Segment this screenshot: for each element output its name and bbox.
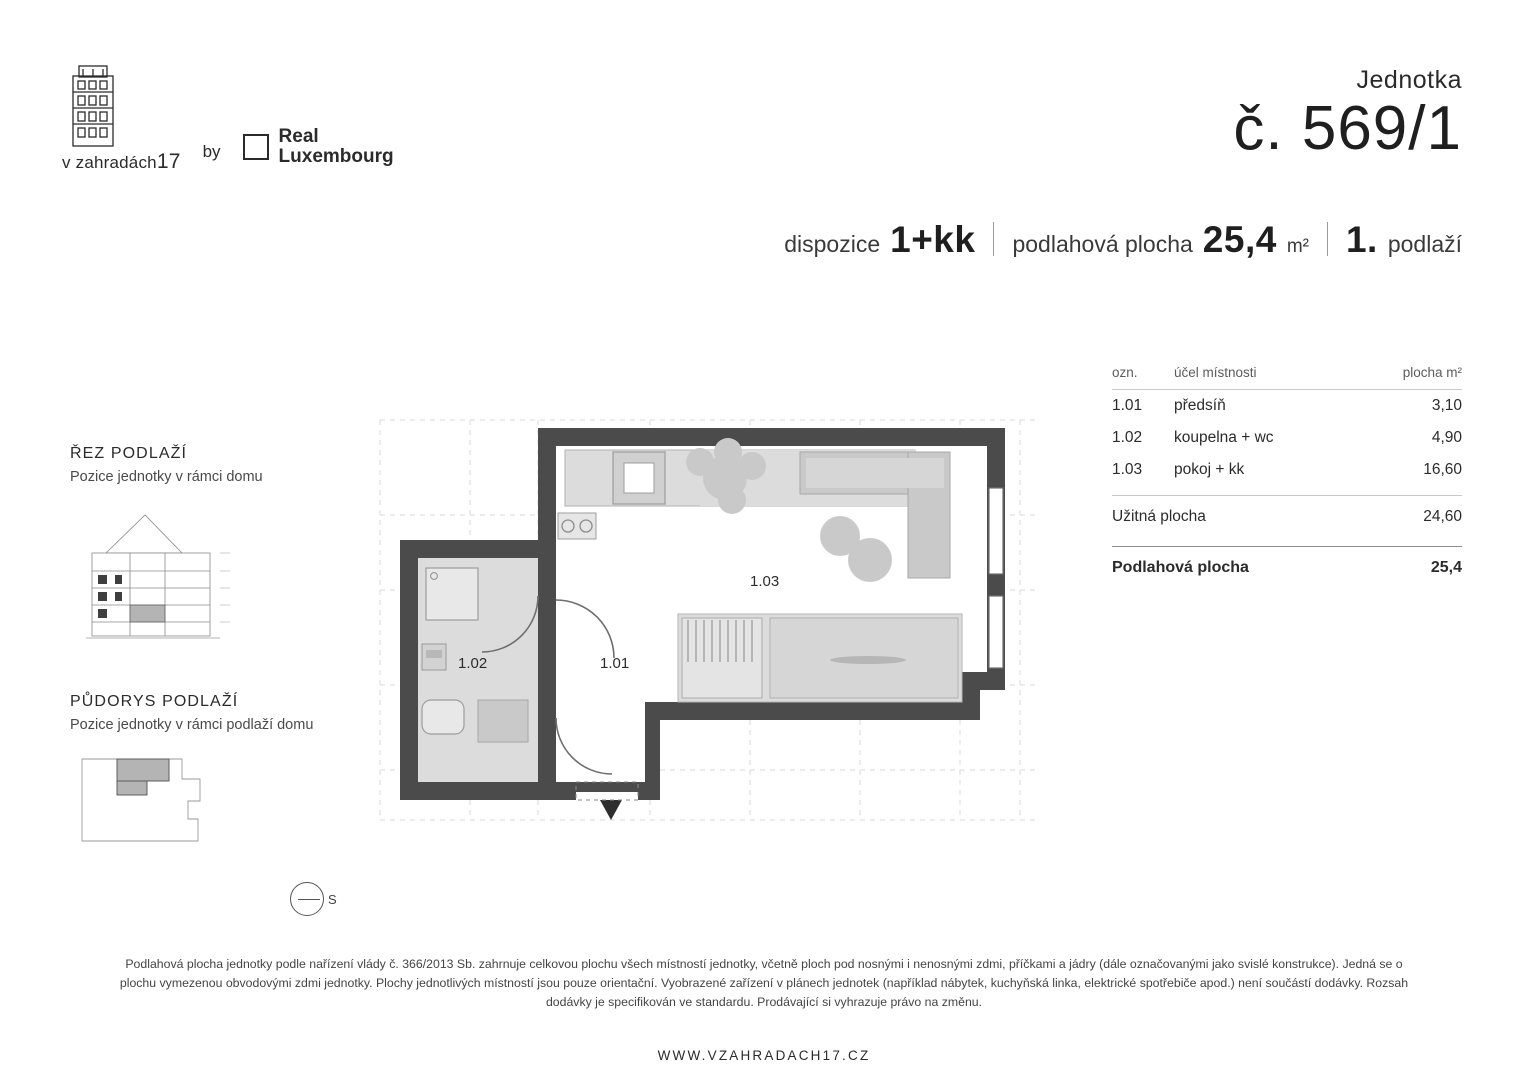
cell-plocha: 3,10 bbox=[1431, 397, 1462, 414]
floor-area-row bbox=[1112, 547, 1462, 588]
spec-divider-2 bbox=[1327, 222, 1328, 256]
floor-overview-thumbnail bbox=[70, 749, 250, 864]
room-table bbox=[1112, 358, 1462, 588]
website-url[interactable]: WWW.VZAHRADACH17.CZ bbox=[657, 1048, 871, 1063]
rug bbox=[830, 656, 906, 664]
room-label-103: 1.03 bbox=[750, 573, 780, 590]
bed bbox=[682, 618, 762, 698]
brand-name-text: v zahradách bbox=[62, 153, 157, 172]
cell-plocha: 4,90 bbox=[1431, 429, 1462, 446]
by-label: by bbox=[202, 142, 221, 161]
cell-ozn: 1.01 bbox=[1112, 397, 1143, 414]
table-header-row bbox=[1112, 358, 1462, 390]
cell-plocha: 16,60 bbox=[1423, 461, 1462, 478]
spec-divider-1 bbox=[993, 222, 994, 256]
usable-area-row bbox=[1112, 496, 1462, 537]
table-row bbox=[1112, 422, 1462, 454]
header-ucel: účel místnosti bbox=[1174, 365, 1257, 380]
floor-area-value: 25,4 bbox=[1430, 559, 1462, 576]
table-row bbox=[1112, 390, 1462, 422]
floor-value: 1. bbox=[1345, 219, 1378, 260]
unit-specs bbox=[0, 218, 1462, 261]
cell-ucel: koupelna + wc bbox=[1174, 429, 1274, 446]
section-sub-pudorys: Pozice jednotky v rámci podlaží domu bbox=[70, 717, 314, 733]
section-title-rez: ŘEZ PODLAŽÍ bbox=[70, 445, 188, 462]
section-title-pudorys: PŮDORYS PODLAŽÍ bbox=[70, 693, 239, 710]
disposition-value: 1+kk bbox=[890, 219, 976, 260]
building-section-thumbnail bbox=[70, 501, 245, 646]
section-building-section bbox=[70, 445, 370, 651]
compass-icon bbox=[290, 882, 324, 916]
area-unit: m² bbox=[1286, 236, 1309, 257]
brand-name bbox=[62, 150, 181, 174]
room-label-102: 1.02 bbox=[458, 655, 488, 672]
brand-header bbox=[62, 62, 394, 174]
section-floor-plan-overview bbox=[70, 693, 370, 869]
square-outline-icon bbox=[243, 134, 269, 160]
floor-label: podlaží bbox=[1387, 231, 1462, 257]
building-icon bbox=[62, 62, 124, 148]
unit-label: Jednotka bbox=[1356, 66, 1462, 94]
compass bbox=[290, 882, 337, 916]
partner-line-2: Luxembourg bbox=[278, 146, 394, 168]
cell-ozn: 1.03 bbox=[1112, 461, 1143, 478]
area-value: 25,4 bbox=[1202, 219, 1277, 260]
floorplan-svg bbox=[360, 400, 1060, 930]
room-label-101: 1.01 bbox=[600, 655, 630, 672]
unit-header bbox=[1233, 66, 1462, 164]
header-ozn: ozn. bbox=[1112, 365, 1138, 380]
side-table bbox=[848, 538, 892, 582]
header-plocha: plocha m² bbox=[1402, 365, 1462, 380]
hob-icon bbox=[558, 513, 596, 539]
brand-name-number: 17 bbox=[156, 150, 181, 173]
brand-logo bbox=[62, 62, 181, 174]
footnote-line-2: plochu vymezenou obvodovými zdmi jednotky. Plochy jednotlivých místností jsou pouze orientační. Vyobrazené zařízení v plánech jednotek (například nábytek, kuchyňská linka, elektrické spotřebiče apod.) není součástí dodávky. Rozsah bbox=[119, 976, 1409, 991]
table-body bbox=[1112, 390, 1462, 486]
footnote-line-3: dodávky je specifikován ve standardu. Prodávající si vyhrazuje právo na změnu. bbox=[545, 995, 983, 1010]
unit-number: č. 569/1 bbox=[1233, 94, 1462, 163]
partner-name bbox=[279, 127, 394, 168]
usable-area-value: 24,60 bbox=[1423, 508, 1462, 525]
partner-line-1: Real bbox=[278, 125, 319, 147]
cell-ucel: pokoj + kk bbox=[1174, 461, 1245, 478]
area-label: podlahová plocha bbox=[1012, 231, 1193, 257]
legal-footnote bbox=[70, 955, 1458, 1012]
left-column bbox=[70, 445, 370, 911]
usable-area-label: Užitná plocha bbox=[1112, 508, 1206, 525]
compass-south-label: S bbox=[328, 891, 337, 907]
section-sub-rez: Pozice jednotky v rámci domu bbox=[70, 469, 263, 485]
cell-ucel: předsíň bbox=[1174, 397, 1226, 414]
partner-logo bbox=[243, 127, 394, 174]
floorplan-drawing bbox=[360, 400, 1060, 930]
cell-ozn: 1.02 bbox=[1112, 429, 1143, 446]
disposition-label: dispozice bbox=[784, 231, 881, 257]
table-row bbox=[1112, 454, 1462, 486]
floor-area-label: Podlahová plocha bbox=[1112, 559, 1249, 576]
footnote-line-1: Podlahová plocha jednotky podle nařízení vlády č. 366/2013 Sb. zahrnuje celkovou plochu všech místností jednotky, včetně ploch pod nosnými i nenosnými zdmi, příčkami a jádry (dále označovanými jako svislé konstrukce). Jedná se o bbox=[125, 957, 1403, 971]
